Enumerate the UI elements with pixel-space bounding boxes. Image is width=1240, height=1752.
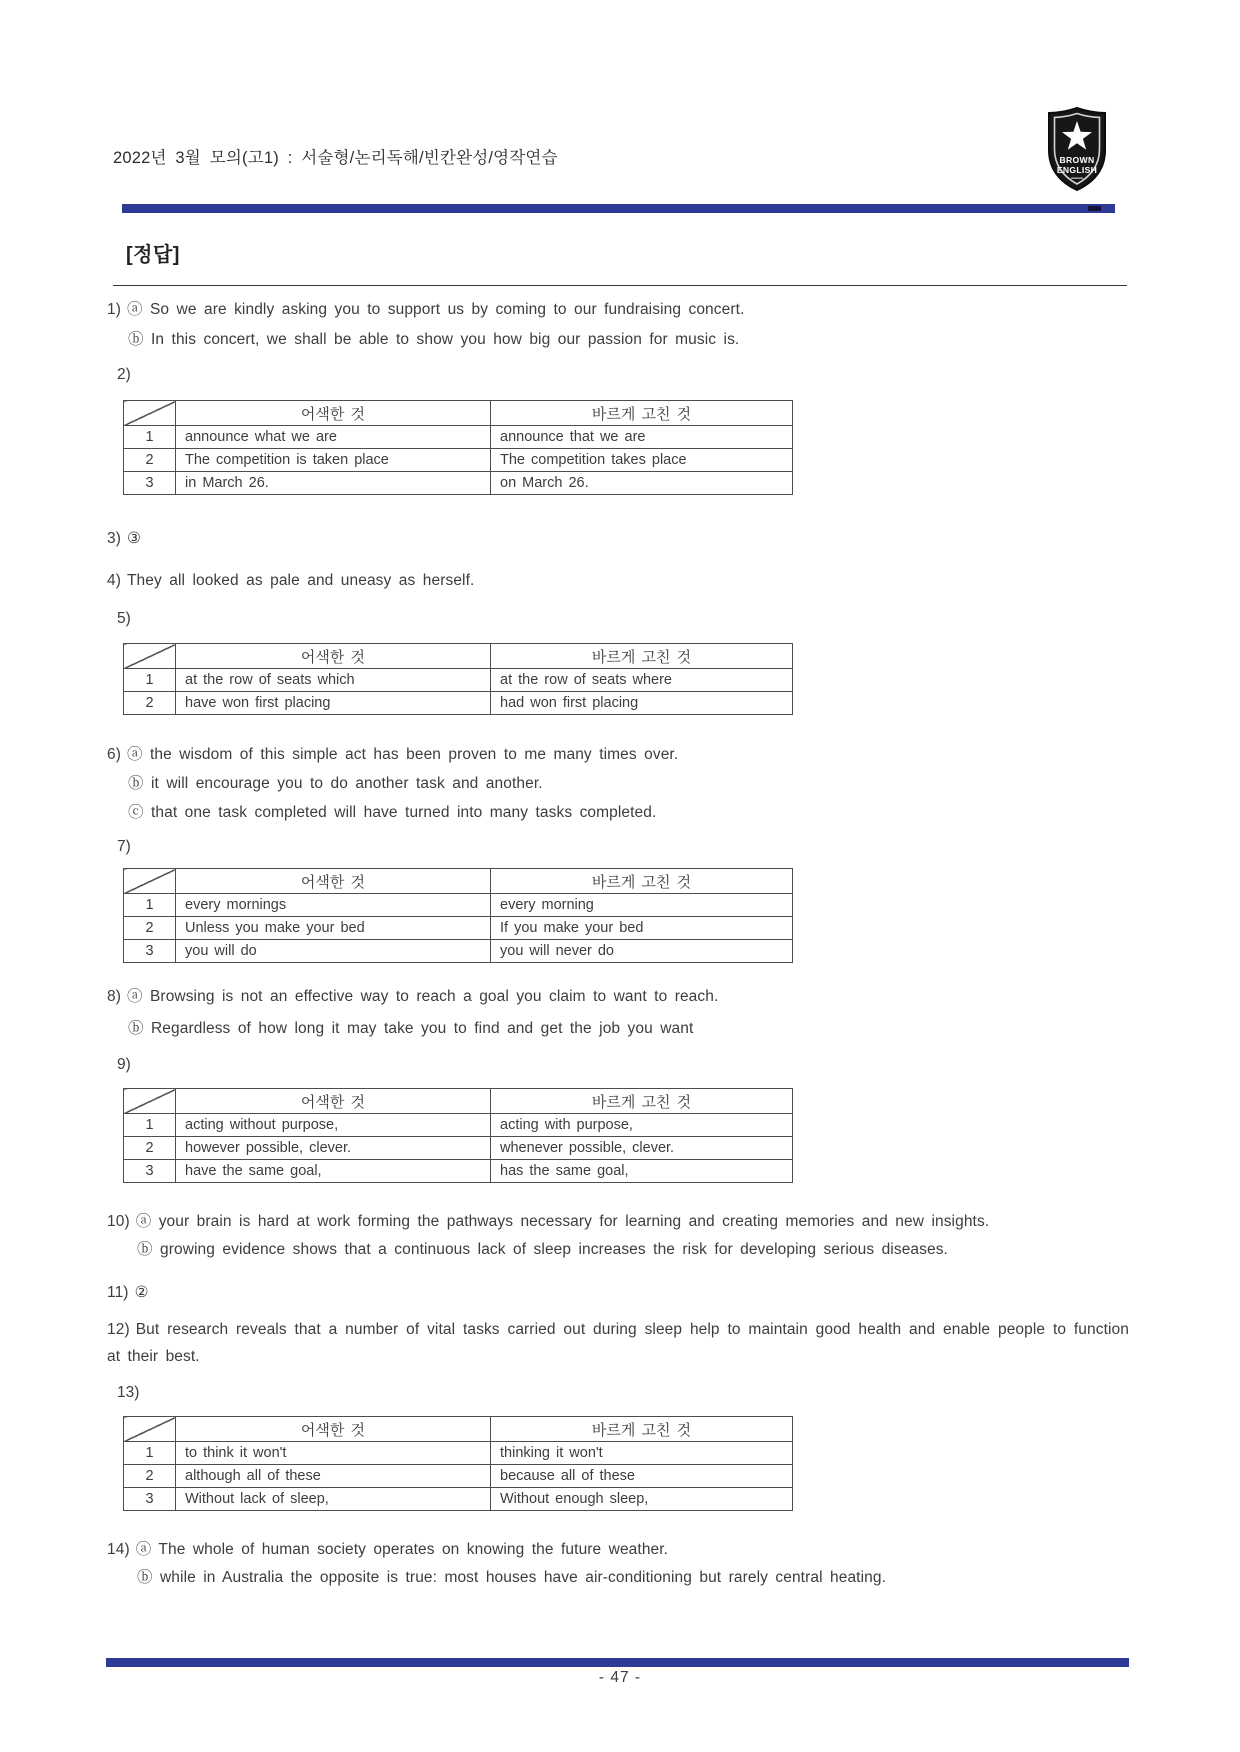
answer-paragraph [107, 1316, 1129, 1370]
row-number: 2 [124, 1137, 176, 1160]
table-row [124, 449, 793, 472]
col-wrong-header: 어색한 것 [176, 1089, 491, 1114]
wrong-cell: in March 26. [176, 472, 491, 495]
answer-item-13-label [117, 1384, 139, 1402]
diagonal-cell [124, 401, 176, 426]
col-wrong-header: 어색한 것 [176, 1417, 491, 1442]
fixed-cell: you will never do [491, 940, 793, 963]
answer-line: ⓑ Regardless of how long it may take you to find and get the job you want [128, 1020, 694, 1037]
wrong-cell: every mornings [176, 894, 491, 917]
item-number: 10) [107, 1213, 130, 1230]
logo-word-1: BROWN [1059, 155, 1095, 165]
answer-text: ③ [126, 530, 141, 547]
answer-line: ⓒ that one task completed will have turned into many tasks completed. [128, 804, 657, 821]
row-number: 2 [124, 692, 176, 715]
answer-line [107, 524, 141, 554]
answer-text: ⓐ So we are kindly asking you to support us by coming to our fundraising concert. [126, 301, 745, 318]
shield-badge-icon [1046, 106, 1108, 192]
item-number: 11) [107, 1284, 129, 1301]
row-number: 1 [124, 894, 176, 917]
page-number: - 47 - [598, 1669, 642, 1686]
table-row [124, 917, 793, 940]
wrong-cell: Without lack of sleep, [176, 1488, 491, 1511]
table-row [124, 1114, 793, 1137]
table-row [124, 1442, 793, 1465]
answer-line [107, 740, 678, 769]
wrong-cell: Unless you make your bed [176, 917, 491, 940]
fixed-cell: If you make your bed [491, 917, 793, 940]
row-number: 1 [124, 426, 176, 449]
answer-item-4 [107, 566, 474, 596]
item-number: 13) [117, 1384, 140, 1401]
table-row [124, 940, 793, 963]
row-number: 1 [124, 1442, 176, 1465]
answer-line [107, 1278, 149, 1308]
table-header-row [124, 401, 793, 426]
wrong-cell: at the row of seats which [176, 669, 491, 692]
table-header-row [124, 1417, 793, 1442]
table-header-row [124, 644, 793, 669]
answer-line [107, 981, 718, 1013]
answer-item-7-label [117, 838, 131, 856]
row-number: 1 [124, 1114, 176, 1137]
answer-text: ⓐ Browsing is not an effective way to reach a goal you claim to want to reach. [126, 988, 719, 1005]
answer-line [107, 1536, 886, 1564]
answer-item-10 [107, 1208, 989, 1264]
fixed-cell: had won first placing [491, 692, 793, 715]
col-fixed-header: 바르게 고친 것 [491, 644, 793, 669]
answer-table-5 [123, 643, 793, 715]
wrong-cell: acting without purpose, [176, 1114, 491, 1137]
fixed-cell: Without enough sleep, [491, 1488, 793, 1511]
col-wrong-header: 어색한 것 [176, 401, 491, 426]
fixed-cell: announce that we are [491, 426, 793, 449]
wrong-cell: you will do [176, 940, 491, 963]
answer-item-1 [107, 295, 744, 355]
col-wrong-header: 어색한 것 [176, 644, 491, 669]
fixed-cell: has the same goal, [491, 1160, 793, 1183]
col-fixed-header: 바르게 고친 것 [491, 1089, 793, 1114]
answer-text: ⓐ the wisdom of this simple act has been proven to me many times over. [126, 746, 679, 763]
wrong-cell: although all of these [176, 1465, 491, 1488]
fixed-cell: at the row of seats where [491, 669, 793, 692]
answer-line: ⓑ growing evidence shows that a continuous lack of sleep increases the risk for developing serious diseases. [137, 1241, 948, 1258]
document-header-title: 2022년 3월 모의(고1) : 서술형/논리독해/빈칸완성/영작연습 [113, 149, 558, 167]
answer-text: They all looked as pale and uneasy as herself. [126, 572, 475, 589]
table-row [124, 1160, 793, 1183]
item-number: 7) [117, 838, 131, 855]
table-row [124, 669, 793, 692]
section-divider-line [113, 285, 1127, 286]
wrong-cell: The competition is taken place [176, 449, 491, 472]
item-number: 14) [107, 1541, 130, 1558]
item-number: 4) [107, 572, 121, 589]
wrong-cell: to think it won't [176, 1442, 491, 1465]
answer-item-11 [107, 1278, 149, 1308]
fixed-cell: thinking it won't [491, 1442, 793, 1465]
row-number: 2 [124, 917, 176, 940]
wrong-cell: however possible, clever. [176, 1137, 491, 1160]
answer-line: ⓑ In this concert, we shall be able to show you how big our passion for music is. [128, 331, 740, 348]
brand-logo [1046, 106, 1108, 192]
row-number: 1 [124, 669, 176, 692]
answer-line [107, 295, 744, 325]
answer-text: But research reveals that a number of vital tasks carried out during sleep help to maintain good health and enable people to function at their best. [107, 1321, 1129, 1365]
col-wrong-header: 어색한 것 [176, 869, 491, 894]
item-number: 1) [107, 301, 121, 318]
fixed-cell: acting with purpose, [491, 1114, 793, 1137]
row-number: 2 [124, 1465, 176, 1488]
logo-word-2: ENGLISH [1056, 165, 1098, 175]
row-number: 3 [124, 1488, 176, 1511]
table-row [124, 1137, 793, 1160]
table-row [124, 894, 793, 917]
answer-line: ⓑ it will encourage you to do another task and another. [128, 775, 543, 792]
answer-item-14 [107, 1536, 886, 1592]
answer-line: ⓑ while in Australia the opposite is true: most houses have air-conditioning but rarely central heating. [137, 1569, 886, 1586]
section-title: [정답] [126, 244, 180, 266]
wrong-cell: have the same goal, [176, 1160, 491, 1183]
footer-divider-bar [106, 1658, 1129, 1667]
col-fixed-header: 바르게 고친 것 [491, 1417, 793, 1442]
answer-table-13 [123, 1416, 793, 1511]
row-number: 2 [124, 449, 176, 472]
item-number: 5) [117, 610, 131, 627]
answer-line [107, 1208, 989, 1236]
table-header-row [124, 1089, 793, 1114]
table-row [124, 692, 793, 715]
item-number: 3) [107, 530, 121, 547]
answer-text: ⓐ your brain is hard at work forming the pathways necessary for learning and creating memories and new insights. [135, 1213, 990, 1230]
answer-table-9 [123, 1088, 793, 1183]
diagonal-cell [124, 1417, 176, 1442]
answer-item-2-label [117, 366, 131, 384]
answer-item-6 [107, 740, 678, 827]
row-number: 3 [124, 1160, 176, 1183]
answer-item-5-label [117, 610, 131, 628]
table-row [124, 1465, 793, 1488]
diagonal-cell [124, 1089, 176, 1114]
row-number: 3 [124, 940, 176, 963]
answer-text: ⓐ The whole of human society operates on knowing the future weather. [135, 1541, 669, 1558]
answer-item-9-label [117, 1056, 131, 1074]
fixed-cell: The competition takes place [491, 449, 793, 472]
item-number: 9) [117, 1056, 131, 1073]
col-fixed-header: 바르게 고친 것 [491, 401, 793, 426]
fixed-cell: whenever possible, clever. [491, 1137, 793, 1160]
answer-item-12 [107, 1316, 1129, 1370]
fixed-cell: on March 26. [491, 472, 793, 495]
table-row [124, 426, 793, 449]
wrong-cell: announce what we are [176, 426, 491, 449]
col-fixed-header: 바르게 고친 것 [491, 869, 793, 894]
diagonal-cell [124, 869, 176, 894]
wrong-cell: have won first placing [176, 692, 491, 715]
diagonal-cell [124, 644, 176, 669]
table-header-row [124, 869, 793, 894]
item-number: 8) [107, 988, 121, 1005]
table-row [124, 1488, 793, 1511]
answer-table-2 [123, 400, 793, 495]
header-bar-dash [1088, 206, 1101, 211]
table-row [124, 472, 793, 495]
item-number: 6) [107, 746, 121, 763]
answer-item-8 [107, 981, 718, 1045]
logo-since-mark [1071, 178, 1083, 179]
fixed-cell: every morning [491, 894, 793, 917]
item-number: 12) [107, 1321, 130, 1338]
answer-line [107, 566, 474, 596]
header-divider-bar [122, 204, 1115, 213]
answer-text: ② [134, 1284, 149, 1301]
item-number: 2) [117, 366, 131, 383]
answer-item-3 [107, 524, 141, 554]
row-number: 3 [124, 472, 176, 495]
fixed-cell: because all of these [491, 1465, 793, 1488]
answer-table-7 [123, 868, 793, 963]
